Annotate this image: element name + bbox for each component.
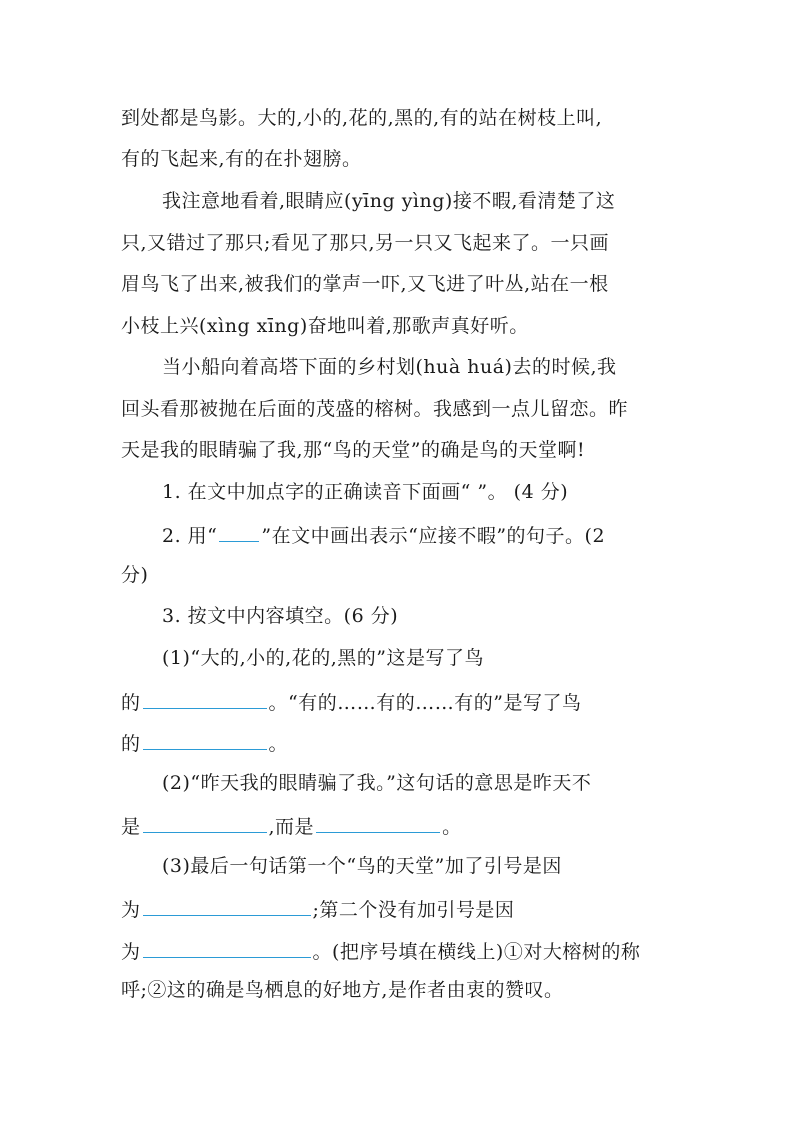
question-3-3-line: (3)最后一句话第一个“鸟的天堂”加了引号是因 bbox=[162, 855, 562, 877]
blank-prefix: 的 bbox=[121, 733, 141, 755]
blank-suffix: 。 bbox=[268, 733, 289, 755]
sample-underline bbox=[219, 521, 259, 542]
blank-prefix: 为 bbox=[121, 941, 141, 963]
blank-prefix: 的 bbox=[121, 692, 141, 714]
blank-prefix: 为 bbox=[121, 899, 141, 921]
question-2-text: ”在文中画出表示“应接不暇”的句子。(2 bbox=[261, 525, 606, 547]
question-3-1-line bbox=[121, 688, 681, 715]
question-1: 1. 在文中加点字的正确读音下面画“ ”。 (4 分) bbox=[162, 481, 569, 503]
blank-middle: ,而是 bbox=[268, 816, 315, 838]
question-3-3-line bbox=[121, 895, 681, 922]
question-3-2-line bbox=[121, 812, 681, 839]
question-3-3-line bbox=[121, 937, 681, 964]
passage-line: 当小船向着高塔下面的乡村划(huà huá)去的时候,我 bbox=[162, 356, 617, 378]
blank-suffix: 。(把序号填在横线上)①对大榕树的称 bbox=[312, 941, 641, 963]
passage-line: 小枝上兴(xìng xīng)奋地叫着,那歌声真好听。 bbox=[121, 315, 529, 337]
answer-blank[interactable] bbox=[316, 812, 440, 833]
question-3-2-line: (2)“昨天我的眼睛骗了我。”这句话的意思是昨天不 bbox=[162, 772, 592, 794]
answer-blank[interactable] bbox=[143, 688, 267, 709]
question-3-1-line bbox=[121, 729, 681, 756]
passage-line: 有的飞起来,有的在扑翅膀。 bbox=[121, 148, 362, 170]
blank-suffix: ;第二个没有加引号是因 bbox=[312, 899, 515, 921]
passage-line: 眉鸟飞了出来,被我们的掌声一吓,又飞进了叶丛,站在一根 bbox=[121, 273, 609, 295]
question-2-text: 2. 用“ bbox=[162, 525, 218, 547]
blank-suffix: 。“有的……有的……有的”是写了鸟 bbox=[268, 692, 582, 714]
blank-suffix: 。 bbox=[442, 816, 462, 838]
passage-line: 只,又错过了那只;看见了那只,另一只又飞起来了。一只画 bbox=[121, 232, 609, 254]
question-3-3-line: 呼;②这的确是鸟栖息的好地方,是作者由衷的赞叹。 bbox=[121, 979, 564, 1001]
passage-line: 我注意地看着,眼睛应(yīng yìng)接不暇,看清楚了这 bbox=[162, 190, 616, 212]
answer-blank[interactable] bbox=[143, 812, 267, 833]
answer-blank[interactable] bbox=[143, 937, 311, 958]
passage-line: 到处都是鸟影。大的,小的,花的,黑的,有的站在树枝上叫, bbox=[121, 107, 603, 129]
passage-line: 回头看那被抛在后面的茂盛的榕树。我感到一点儿留恋。昨 bbox=[121, 398, 629, 420]
passage-line: 天是我的眼睛骗了我,那“鸟的天堂”的确是鸟的天堂啊! bbox=[121, 439, 586, 461]
question-2 bbox=[162, 521, 722, 548]
answer-blank[interactable] bbox=[143, 729, 267, 750]
blank-prefix: 是 bbox=[121, 816, 141, 838]
question-3: 3. 按文中内容填空。(6 分) bbox=[162, 605, 399, 627]
question-2-continued: 分) bbox=[121, 564, 149, 586]
question-3-1-line: (1)“大的,小的,花的,黑的”这是写了鸟 bbox=[162, 647, 484, 669]
answer-blank[interactable] bbox=[143, 895, 311, 916]
